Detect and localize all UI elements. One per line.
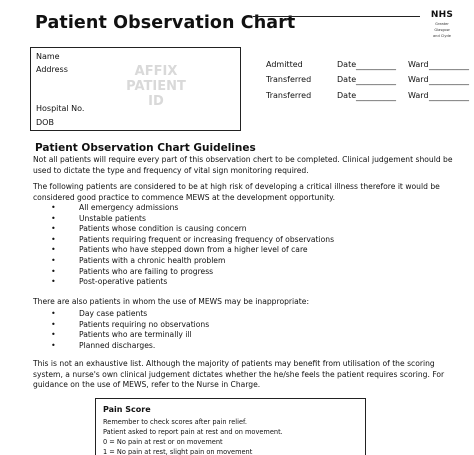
affix-line-2: PATIENT [126, 79, 186, 94]
closing-paragraph: This is not an exhaustive list. Although the majority of patients may benefit from utilisation of the scoring system, a nurse's own clinical judgement dictates whether the he/she feels the patient requires scoring. For guidance on the use of MEWS, refer to the Nurse in Charge. [33, 359, 445, 389]
date-field[interactable]: __________ [356, 76, 396, 85]
affix-line-3: ID [148, 94, 164, 109]
transfer-status: Transferred [266, 75, 312, 84]
title-rule [253, 16, 420, 17]
ward-field[interactable]: __________ [429, 61, 469, 70]
list-item: • Patients requiring no observations [51, 320, 209, 331]
list-item: • Patients who are failing to progress [51, 267, 334, 278]
list-item: • All emergency admissions [51, 203, 334, 214]
ward-label: Ward [408, 60, 429, 69]
nhs-logo-text: NHS [430, 10, 454, 20]
transfer-status: Transferred [266, 91, 312, 100]
address-label: Address [36, 65, 68, 74]
affix-patient-id-watermark [123, 64, 189, 109]
date-field[interactable]: __________ [356, 61, 396, 70]
pain-score-line: Remember to check scores after pain relief. [103, 418, 247, 426]
ward-label: Ward [408, 75, 429, 84]
list-item: • Patients requiring frequent or increasing frequency of observations [51, 235, 334, 246]
list-item: • Planned discharges. [51, 341, 209, 352]
pain-score-line: Patient asked to report pain at rest and on movement. [103, 428, 283, 436]
pain-score-line: 0 = No pain at rest or on movement [103, 438, 223, 446]
inappropriate-intro: There are also patients in whom the use of MEWS may be inappropriate: [33, 297, 309, 306]
pain-score-line: 1 = No pain at rest, slight pain on movement [103, 448, 253, 455]
date-label: Date [337, 91, 357, 100]
list-item: • Patients who are terminally ill [51, 330, 209, 341]
list-item: • Patients who have stepped down from a higher level of care [51, 245, 334, 256]
ward-label: Ward [408, 91, 429, 100]
nhs-logo-sub-2: Glasgow [434, 28, 450, 32]
affix-line-1: AFFIX [134, 64, 178, 79]
nhs-logo [425, 10, 459, 38]
guidelines-heading: Patient Observation Chart Guidelines [35, 142, 256, 154]
high-risk-list [51, 203, 334, 288]
page-title: Patient Observation Chart [35, 13, 296, 33]
name-label: Name [36, 52, 60, 61]
list-item: • Unstable patients [51, 214, 334, 225]
date-label: Date [337, 75, 357, 84]
pain-score-box [95, 398, 366, 455]
hospital-no-label: Hospital No. [36, 104, 85, 113]
ward-field[interactable]: __________ [429, 92, 469, 101]
nhs-logo-sub-1: Greater [435, 22, 449, 26]
inappropriate-list [51, 309, 209, 351]
dob-label: DOB [36, 118, 54, 127]
nhs-logo-sub-3: and Clyde [432, 34, 452, 38]
list-item: • Day case patients [51, 309, 209, 320]
date-label: Date [337, 60, 357, 69]
high-risk-intro: The following patients are considered to be at high risk of developing a critical illness therefore it would be considered good practice to commence MEWS at the development opportunity. [33, 182, 440, 202]
guidelines-intro: Not all patients will require every part of this observation chert to be completed. Clinical judgement should be used to dictate the type and frequency of vital sign monitoring required. [33, 155, 453, 175]
pain-score-title: Pain Score [103, 405, 151, 414]
list-item: • Patients whose condition is causing concern [51, 224, 334, 235]
list-item: • Patients with a chronic health problem [51, 256, 334, 267]
ward-field[interactable]: __________ [429, 76, 469, 85]
list-item: • Post-operative patients [51, 277, 334, 288]
date-field[interactable]: __________ [356, 92, 396, 101]
patient-id-box [30, 47, 241, 131]
admission-status: Admitted [266, 60, 303, 69]
